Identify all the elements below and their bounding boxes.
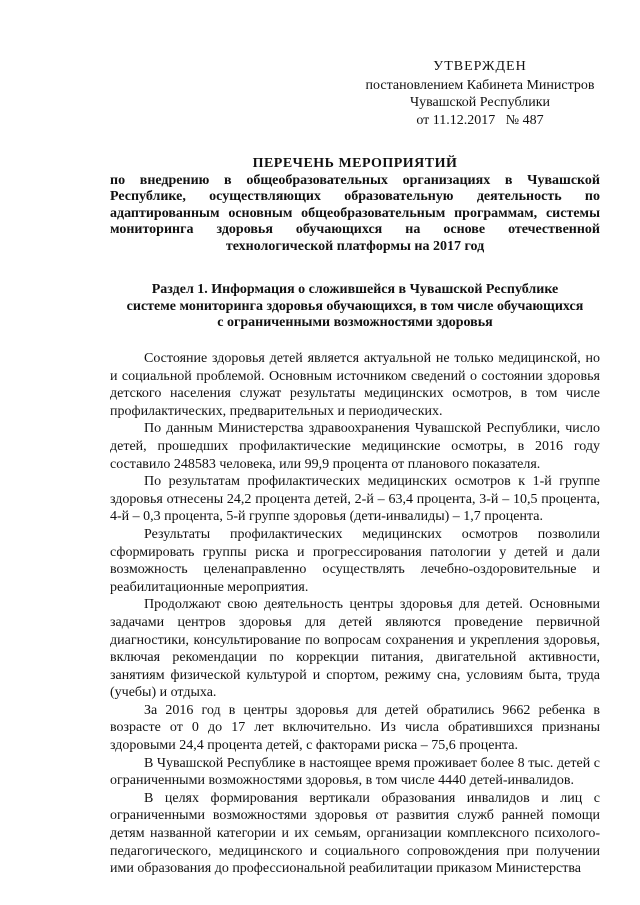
paragraph: Результаты профилактических медицинских осмотров позволили сформировать группы риска и прогрессирования патологии у детей и дали возможность целенаправленно осуществлять лечебно-оздоровительные и реабилитационные мероприятия.	[110, 526, 600, 595]
section-heading-line-3: с ограниченными возможностями здоровья	[217, 315, 493, 330]
approval-stamp	[360, 58, 600, 129]
document-title-block	[110, 156, 600, 255]
section-heading-line-2: системе мониторинга здоровья обучающихся, в том числе обучающихся	[126, 298, 584, 314]
approval-line-1: постановлением Кабинета Министров	[365, 77, 595, 93]
paragraph: Продолжают свою деятельность центры здоровья для детей. Основными задачами центров здоровья для детей являются проведение первичной диагностики, консультирование по вопросам сохранения и укрепления здоровья, включая рекомендации по коррекции питания, двигательной активности, занятиям физической культурой и спортом, режиму сна, условиям быта, труда (учебы) и отдыха.	[110, 597, 600, 701]
paragraph: Состояние здоровья детей является актуальной не только медицинской, но и социальной проблемой. Основным источником сведений о состоянии здоровья детского населения служат результаты медицинских осмотров, в том числе профилактических, предварительных и периодических.	[110, 351, 600, 419]
paragraph: В целях формирования вертикали образования инвалидов и лиц с ограниченными возможностями здоровья от развития служб ранней помощи детям названной категории и их семьям, организации комплексного психолого-педагогического, медицинского и социального сопровождения при получении ими образования до профессиональной реабилитации приказом Министерства	[110, 790, 600, 877]
paragraph: В Чувашской Республике в настоящее время проживает более 8 тыс. детей с ограниченными возможностями здоровья, в том числе 4440 детей-инвалидов.	[110, 755, 600, 789]
section-heading	[110, 282, 600, 332]
paragraph: По данным Министерства здравоохранения Чувашской Республики, число детей, прошедших профилактические медицинские осмотры, в 2016 году составило 248583 человека, или 99,9 процента от планового показателя.	[110, 421, 600, 472]
approval-heading: УТВЕРЖДЕН	[433, 59, 527, 74]
approval-line-2: Чувашской Республики	[409, 95, 551, 110]
section-heading-line-1: Раздел 1. Информация о сложившейся в Чувашской Республике	[151, 282, 559, 297]
paragraph: За 2016 год в центры здоровья для детей обратились 9662 ребенка в возрасте от 0 до 17 лет включительно. Из числа обратившихся признаны здоровыми 24,4 процента детей, с факторами риска – 75,6 процента.	[110, 702, 600, 754]
document-title: ПЕРЕЧЕНЬ МЕРОПРИЯТИЙ	[252, 156, 458, 171]
body-text	[110, 350, 600, 878]
approval-line-3: от 11.12.2017 № 487	[416, 112, 544, 128]
paragraph: По результатам профилактических медицинских осмотров к 1-й группе здоровья отнесены 24,2 процента детей, 2-й – 63,4 процента, 3-й – 10,5 процента, 4-й – 0,3 процента, 5-й группе здоровья (дети-инвалиды) – 1,7 процента.	[110, 474, 600, 525]
document-subtitle: по внедрению в общеобразовательных организациях в Чувашской Республике, осуществляющих образовательную деятельность по адаптированным основным общеобразовательным программам, системы мониторинга здоровья обучающихся на основе отечественной технологической платформы на 2017 год	[110, 172, 600, 254]
